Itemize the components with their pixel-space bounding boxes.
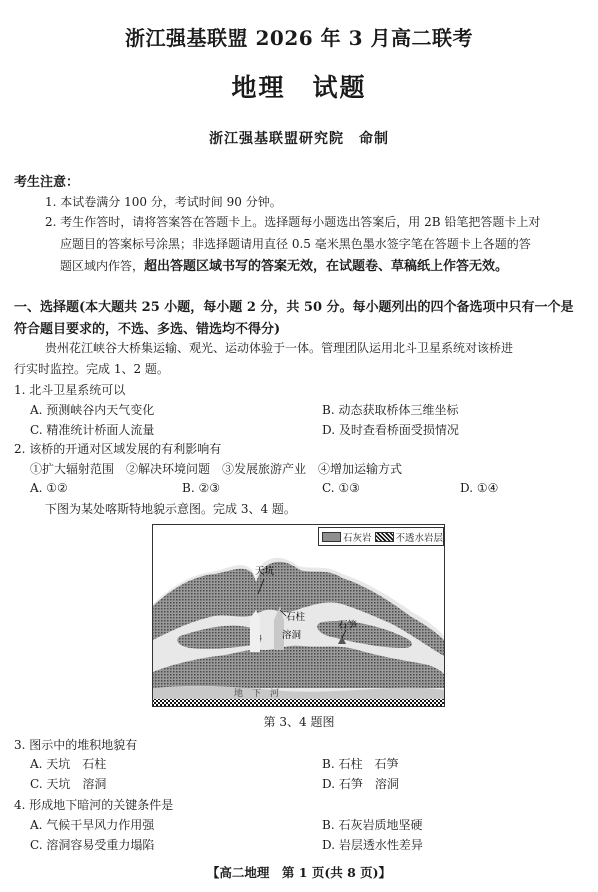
q2-statements: ①扩大辐射范围 ②解决环境问题 ③发展旅游产业 ④增加运输方式	[30, 462, 403, 476]
passage-1-line-1: 贵州花江峡谷大桥集运输、观光、运动体验于一体。管理团队运用北斗卫星系统对该桥进	[45, 341, 514, 355]
q4-option-c[interactable]: C. 溶洞容易受重力塌陷	[30, 838, 155, 852]
label-stalagmite: 石笋	[338, 620, 358, 631]
q3-option-c[interactable]: C. 天坑 溶洞	[30, 777, 107, 791]
passage-2: 下图为某处喀斯特地貌示意图。完成 3、4 题。	[45, 502, 296, 516]
exam-title: 浙江强基联盟 2026 年 3 月高二联考	[125, 26, 473, 50]
q1-option-d[interactable]: D. 及时查看桥面受损情况	[322, 423, 459, 437]
notice-heading: 考生注意：	[14, 175, 80, 190]
q4-option-d[interactable]: D. 岩层透水性差异	[322, 838, 423, 852]
label-sinkhole: 天坑	[255, 566, 275, 577]
q1-stem: 1. 北斗卫星系统可以	[14, 383, 126, 397]
notice-item-1: 1. 本试卷满分 100 分，考试时间 90 分钟。	[45, 195, 282, 209]
q2-option-a[interactable]: A. ①②	[30, 481, 68, 495]
label-cave: 溶洞	[282, 630, 302, 641]
passage-1-line-2: 行实时监控。完成 1、2 题。	[14, 362, 169, 376]
q1-option-b[interactable]: B. 动态获取桥体三维坐标	[322, 403, 459, 417]
karst-diagram	[152, 524, 445, 707]
section-1-heading-line-1: 一、选择题(本大题共 25 小题，每小题 2 分，共 50 分。每小题列出的四个备选项中只有一个是	[14, 300, 574, 315]
figure-legend	[318, 527, 444, 546]
q3-option-a[interactable]: A. 天坑 石柱	[30, 757, 107, 771]
notice-item-2-line-3	[60, 255, 508, 274]
impermeable-swatch	[375, 532, 394, 542]
q2-stem: 2. 该桥的开通对区域发展的有利影响有	[14, 442, 222, 456]
q4-option-b[interactable]: B. 石灰岩质地坚硬	[322, 818, 423, 832]
q3-option-b[interactable]: B. 石柱 石笋	[322, 757, 399, 771]
notice-item-2-line-1: 2. 考生作答时，请将答案答在答题卡上。选择题每小题选出答案后，用 2B 铅笔把答题卡上对	[45, 215, 541, 229]
page-footer: 【高二地理 第 1 页(共 8 页)】	[206, 865, 392, 880]
label-underground-river: 地 下 河	[234, 689, 280, 699]
notice-item-2-line-2: 应题目的答案标号涂黑；非选择题请用直径 0.5 毫米黑色墨水签字笔在答题卡上各题的答	[60, 237, 531, 251]
q2-option-b[interactable]: B. ②③	[182, 481, 220, 495]
q4-option-a[interactable]: A. 气候干旱风力作用强	[30, 818, 155, 832]
q2-option-c[interactable]: C. ①③	[322, 481, 360, 495]
q4-stem: 4. 形成地下暗河的关键条件是	[14, 798, 174, 812]
legend-limestone: 石灰岩	[343, 532, 372, 544]
limestone-swatch	[322, 532, 341, 542]
section-1-heading-line-2: 符合题目要求的，不选、多选、错选均不得分)	[14, 322, 281, 337]
q3-stem: 3. 图示中的堆积地貌有	[14, 738, 138, 752]
subject-title: 地理 试题	[231, 73, 367, 102]
q3-option-d[interactable]: D. 石笋 溶洞	[322, 777, 399, 791]
figure-caption: 第 3、4 题图	[263, 715, 335, 729]
q1-option-c[interactable]: C. 精准统计桥面人流量	[30, 423, 155, 437]
label-stone-pillar: 石柱	[286, 612, 306, 623]
notice-line-3-bold: 超出答题区域书写的答案无效，在试题卷、草稿纸上作答无效。	[144, 259, 509, 274]
sinkhole-shaft	[250, 610, 260, 652]
q2-option-d[interactable]: D. ①④	[460, 481, 499, 495]
q1-option-a[interactable]: A. 预测峡谷内天气变化	[30, 403, 155, 417]
impermeable-layer	[153, 699, 444, 706]
legend-impermeable: 不透水岩层	[395, 532, 444, 544]
maker-line: 浙江强基联盟研究院 命制	[209, 131, 389, 147]
notice-line-3-normal: 题区域内作答，	[60, 259, 145, 273]
